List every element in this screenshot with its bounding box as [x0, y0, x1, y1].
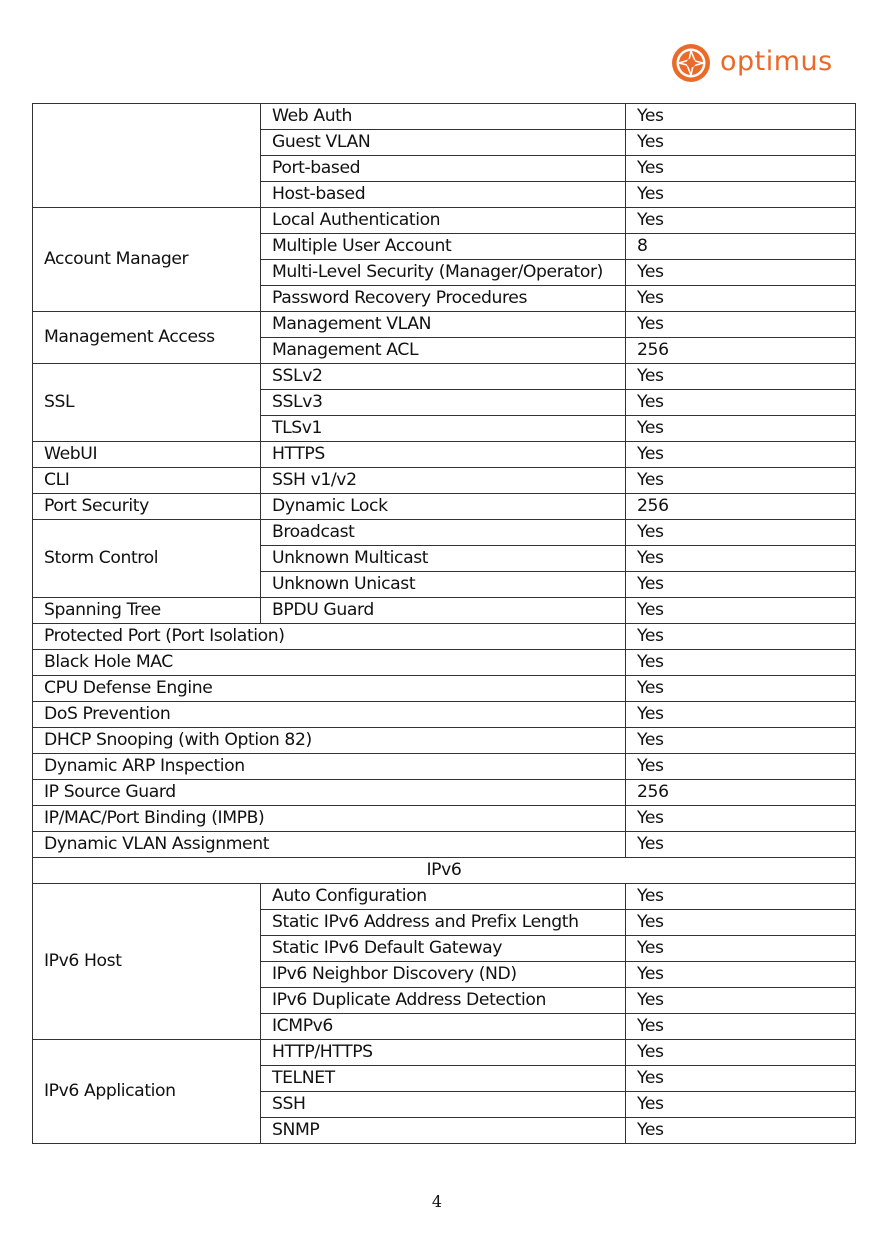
- page-number: 4: [431, 1192, 443, 1211]
- feature-cell: Dynamic VLAN Assignment: [33, 832, 626, 858]
- value-cell: Yes: [626, 832, 856, 858]
- value-cell: Yes: [626, 650, 856, 676]
- value-cell: 256: [626, 338, 856, 364]
- category-cell: SSL: [33, 364, 261, 442]
- feature-cell: IP/MAC/Port Binding (IMPB): [33, 806, 626, 832]
- table-row: [33, 884, 856, 910]
- value-cell: Yes: [626, 1066, 856, 1092]
- table-row: [33, 494, 856, 520]
- feature-cell: Port-based: [261, 156, 626, 182]
- feature-cell: DoS Prevention: [33, 702, 626, 728]
- feature-cell: Broadcast: [261, 520, 626, 546]
- value-cell: Yes: [626, 156, 856, 182]
- feature-cell: IPv6 Duplicate Address Detection: [261, 988, 626, 1014]
- category-cell: Account Manager: [33, 208, 261, 312]
- value-cell: Yes: [626, 286, 856, 312]
- value-cell: Yes: [626, 442, 856, 468]
- value-cell: Yes: [626, 884, 856, 910]
- value-cell: Yes: [626, 208, 856, 234]
- value-cell: Yes: [626, 910, 856, 936]
- feature-cell: Multi-Level Security (Manager/Operator): [261, 260, 626, 286]
- feature-cell: Host-based: [261, 182, 626, 208]
- value-cell: Yes: [626, 130, 856, 156]
- table-row: [33, 442, 856, 468]
- camera-shutter-icon: [670, 42, 712, 84]
- feature-cell: TLSv1: [261, 416, 626, 442]
- value-cell: 256: [626, 780, 856, 806]
- table-row: [33, 780, 856, 806]
- value-cell: Yes: [626, 416, 856, 442]
- feature-cell: HTTPS: [261, 442, 626, 468]
- feature-cell: Local Authentication: [261, 208, 626, 234]
- feature-cell: Static IPv6 Address and Prefix Length: [261, 910, 626, 936]
- value-cell: 256: [626, 494, 856, 520]
- value-cell: Yes: [626, 936, 856, 962]
- category-cell: [33, 104, 261, 208]
- brand-name: optimus: [720, 45, 833, 77]
- table-row: [33, 364, 856, 390]
- table-row: [33, 676, 856, 702]
- feature-cell: SSLv2: [261, 364, 626, 390]
- feature-cell: Guest VLAN: [261, 130, 626, 156]
- feature-cell: Protected Port (Port Isolation): [33, 624, 626, 650]
- value-cell: Yes: [626, 962, 856, 988]
- value-cell: Yes: [626, 676, 856, 702]
- table-row: [33, 624, 856, 650]
- table-row: [33, 598, 856, 624]
- value-cell: Yes: [626, 546, 856, 572]
- category-cell: Management Access: [33, 312, 261, 364]
- feature-cell: Management VLAN: [261, 312, 626, 338]
- value-cell: 8: [626, 234, 856, 260]
- value-cell: Yes: [626, 572, 856, 598]
- feature-cell: Dynamic ARP Inspection: [33, 754, 626, 780]
- value-cell: Yes: [626, 1014, 856, 1040]
- spec-table: [32, 103, 856, 1144]
- feature-cell: IPv6 Neighbor Discovery (ND): [261, 962, 626, 988]
- table-row: [33, 650, 856, 676]
- feature-cell: Static IPv6 Default Gateway: [261, 936, 626, 962]
- category-cell: IPv6 Host: [33, 884, 261, 1040]
- value-cell: Yes: [626, 806, 856, 832]
- feature-cell: Dynamic Lock: [261, 494, 626, 520]
- category-cell: CLI: [33, 468, 261, 494]
- feature-cell: HTTP/HTTPS: [261, 1040, 626, 1066]
- feature-cell: Unknown Unicast: [261, 572, 626, 598]
- value-cell: Yes: [626, 364, 856, 390]
- feature-cell: CPU Defense Engine: [33, 676, 626, 702]
- feature-cell: TELNET: [261, 1066, 626, 1092]
- table-row: [33, 312, 856, 338]
- table-row: [33, 702, 856, 728]
- section-title: IPv6: [33, 858, 856, 884]
- value-cell: Yes: [626, 988, 856, 1014]
- table-row: [33, 728, 856, 754]
- value-cell: Yes: [626, 468, 856, 494]
- table-row: [33, 806, 856, 832]
- value-cell: Yes: [626, 260, 856, 286]
- section-row: [33, 858, 856, 884]
- category-cell: Storm Control: [33, 520, 261, 598]
- table-row: [33, 104, 856, 130]
- feature-cell: SNMP: [261, 1118, 626, 1144]
- table-row: [33, 1040, 856, 1066]
- table-row: [33, 468, 856, 494]
- feature-cell: ICMPv6: [261, 1014, 626, 1040]
- feature-cell: DHCP Snooping (with Option 82): [33, 728, 626, 754]
- value-cell: Yes: [626, 624, 856, 650]
- feature-cell: Password Recovery Procedures: [261, 286, 626, 312]
- feature-cell: Management ACL: [261, 338, 626, 364]
- feature-cell: Black Hole MAC: [33, 650, 626, 676]
- feature-cell: BPDU Guard: [261, 598, 626, 624]
- value-cell: Yes: [626, 598, 856, 624]
- value-cell: Yes: [626, 390, 856, 416]
- value-cell: Yes: [626, 182, 856, 208]
- category-cell: Port Security: [33, 494, 261, 520]
- value-cell: Yes: [626, 520, 856, 546]
- value-cell: Yes: [626, 1092, 856, 1118]
- table-row: [33, 208, 856, 234]
- value-cell: Yes: [626, 754, 856, 780]
- feature-cell: Unknown Multicast: [261, 546, 626, 572]
- category-cell: Spanning Tree: [33, 598, 261, 624]
- table-row: [33, 754, 856, 780]
- table-row: [33, 520, 856, 546]
- feature-cell: IP Source Guard: [33, 780, 626, 806]
- value-cell: Yes: [626, 104, 856, 130]
- feature-cell: SSLv3: [261, 390, 626, 416]
- feature-cell: Web Auth: [261, 104, 626, 130]
- feature-cell: Multiple User Account: [261, 234, 626, 260]
- value-cell: Yes: [626, 1040, 856, 1066]
- brand-logo: [670, 42, 833, 84]
- value-cell: Yes: [626, 728, 856, 754]
- category-cell: IPv6 Application: [33, 1040, 261, 1144]
- value-cell: Yes: [626, 1118, 856, 1144]
- table-row: [33, 832, 856, 858]
- value-cell: Yes: [626, 702, 856, 728]
- value-cell: Yes: [626, 312, 856, 338]
- category-cell: WebUI: [33, 442, 261, 468]
- feature-cell: SSH v1/v2: [261, 468, 626, 494]
- feature-cell: SSH: [261, 1092, 626, 1118]
- feature-cell: Auto Configuration: [261, 884, 626, 910]
